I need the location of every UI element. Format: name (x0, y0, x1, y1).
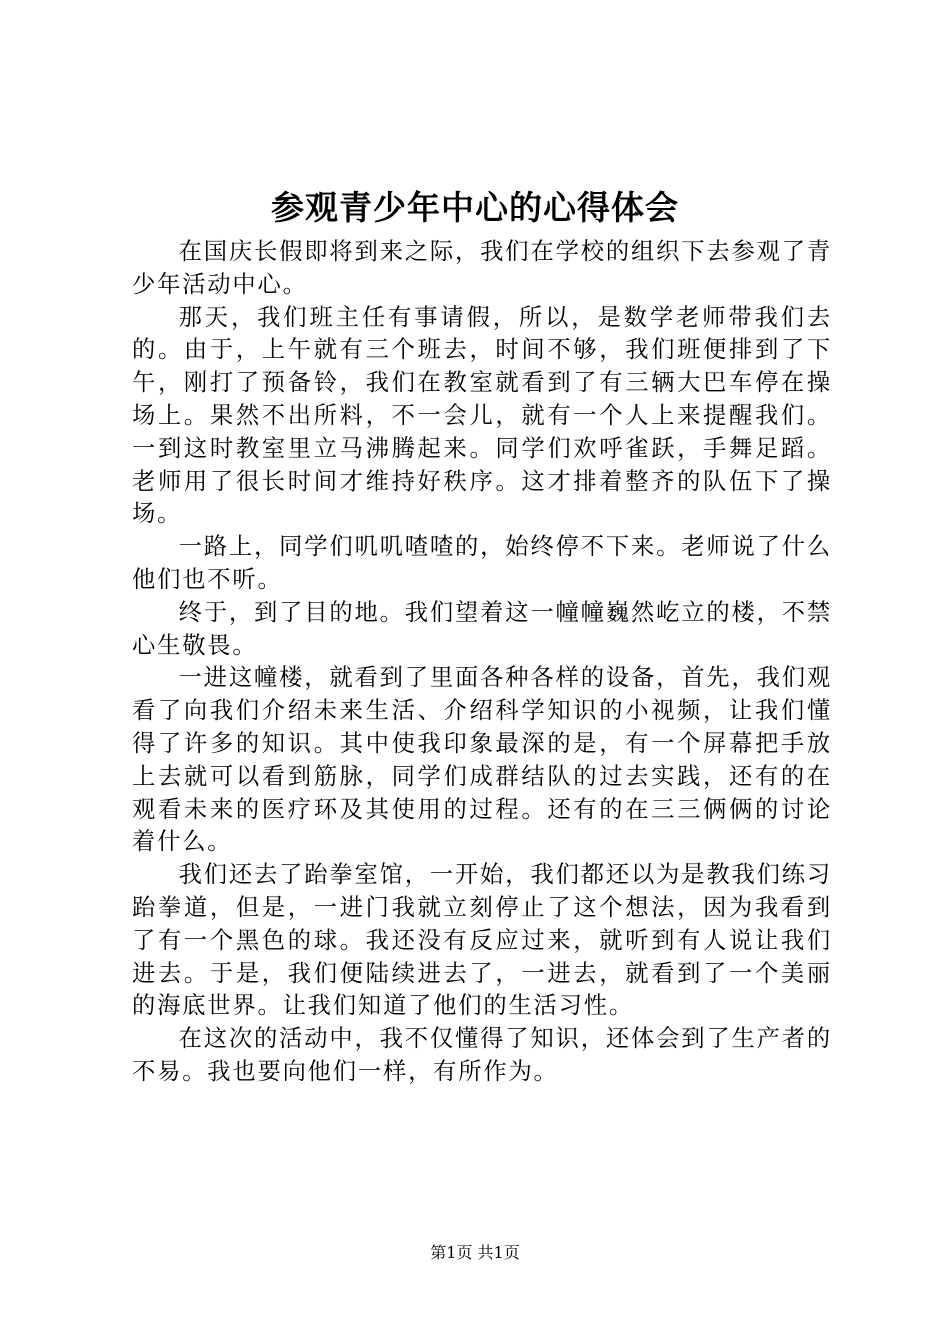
document-body (132, 236, 832, 1089)
paragraph: 那天，我们班主任有事请假，所以，是数学老师带我们去的。由于，上午就有三个班去，时间不够，我们班便排到了下午，刚打了预备铃，我们在教室就看到了有三辆大巴车停在操场上。果然不出所料，不一会儿，就有一个人上来提醒我们。一到这时教室里立马沸腾起来。同学们欢呼雀跃，手舞足蹈。老师用了很长时间才维持好秩序。这才排着整齐的队伍下了操场。 (132, 303, 832, 528)
paragraph: 在国庆长假即将到来之际，我们在学校的组织下去参观了青少年活动中心。 (132, 238, 832, 298)
paragraph: 终于，到了目的地。我们望着这一幢幢巍然屹立的楼，不禁心生敬畏。 (132, 598, 832, 659)
page-footer: 第1页 共1页 (430, 1243, 520, 1262)
paragraph: 一路上，同学们叽叽喳喳的，始终停不下来。老师说了什么他们也不听。 (132, 533, 832, 593)
document-title: 参观青少年中心的心得体会 (271, 188, 679, 227)
paragraph: 在这次的活动中，我不仅懂得了知识，还体会到了生产者的不易。我也要向他们一样，有所作为。 (132, 1025, 832, 1085)
paragraph: 我们还去了跆拳室馆，一开始，我们都还以为是教我们练习跆拳道，但是，一进门我就立刻停止了这个想法，因为我看到了有一个黑色的球。我还没有反应过来，就听到有人说让我们进去。于是，我们便陆续进去了，一进去，就看到了一个美丽的海底世界。让我们知道了他们的生活习性。 (132, 861, 832, 1020)
paragraph: 一进这幢楼，就看到了里面各种各样的设备，首先，我们观看了向我们介绍未来生活、介绍科学知识的小视频，让我们懂得了许多的知识。其中使我印象最深的是，有一个屏幕把手放上去就可以看到筋脉，同学们成群结队的过去实践，还有的在观看未来的医疗环及其使用的过程。还有的在三三俩俩的讨论着什么。 (132, 664, 832, 856)
